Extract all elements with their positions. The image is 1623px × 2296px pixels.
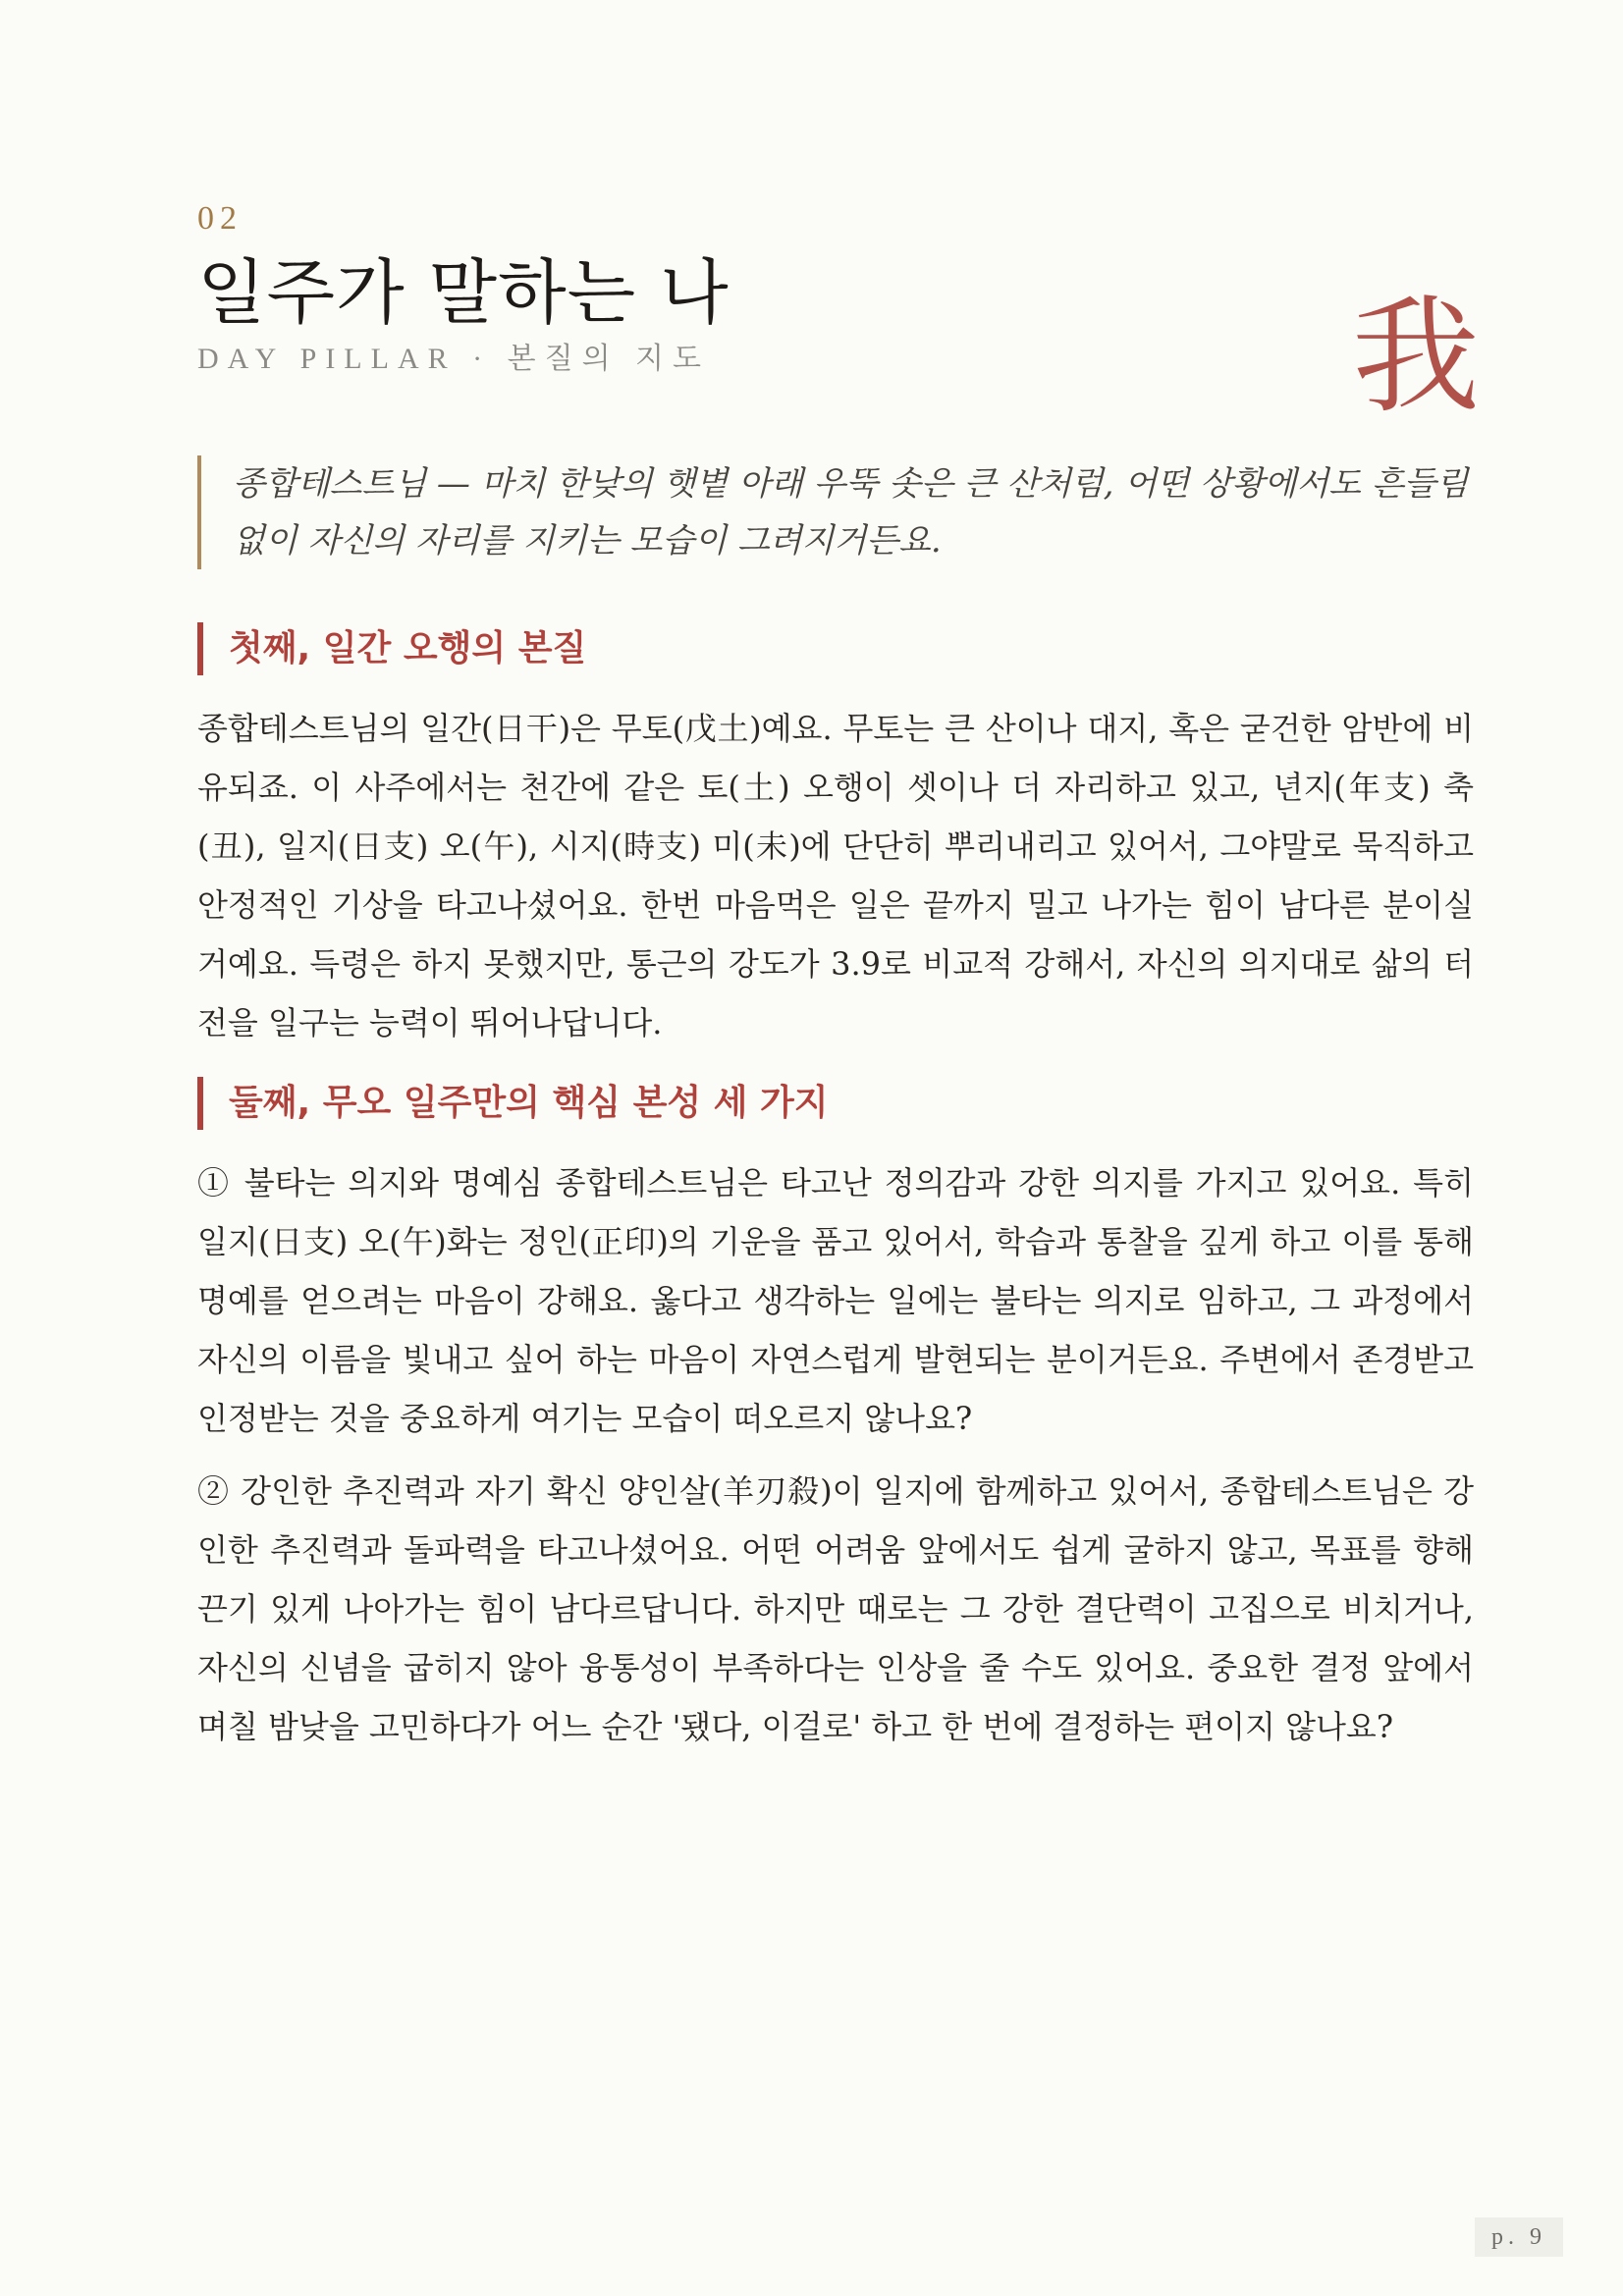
- section-1-paragraph-1: 종합테스트님의 일간(日干)은 무토(戊土)예요. 무토는 큰 산이나 대지, 혹은 굳건한 암반에 비유되죠. 이 사주에서는 천간에 같은 토(土) 오행이 셋이나 더 자리하고 있고, 년지(年支) 축(丑), 일지(日支) 오(午), 시지(時支) 미(未)에 단단히 뿌리내리고 있어서, 그야말로 묵직하고 안정적인 기상을 타고나셨어요. 한번 마음먹은 일은 끝까지 밀고 나가는 힘이 남다른 분이실 거예요. 득령은 하지 못했지만, 통근의 강도가 3.9로 비교적 강해서, 자신의 의지대로 삶의 터전을 일구는 능력이 뛰어나답니다.: [197, 710, 1474, 1041]
- section-2-heading: 둘째, 무오 일주만의 핵심 본성 세 가지: [197, 1077, 1474, 1130]
- section-2-paragraph-2: ② 강인한 추진력과 자기 확신 양인살(羊刃殺)이 일지에 함께하고 있어서, 종합테스트님은 강인한 추진력과 돌파력을 타고나셨어요. 어떤 어려움 앞에서도 쉽게 굴하지 않고, 목표를 향해 끈기 있게 나아가는 힘이 남다르답니다. 하지만 때로는 그 강한 결단력이 고집으로 비치거나, 자신의 신념을 굽히지 않아 융통성이 부족하다는 인상을 줄 수도 있어요. 중요한 결정 앞에서 며칠 밤낮을 고민하다가 어느 순간 '됐다, 이걸로' 하고 한 번에 결정하는 편이지 않나요?: [197, 1472, 1474, 1745]
- chapter-title: 일주가 말하는 나: [197, 251, 730, 334]
- chapter-header: [197, 196, 1474, 379]
- section-1-heading: 첫째, 일간 오행의 본질: [197, 622, 1474, 675]
- page-number: p. 9: [1475, 2217, 1563, 2257]
- chapter-number: 02: [197, 200, 243, 237]
- hanja-emblem: 我: [1352, 282, 1481, 431]
- section-2: [197, 1077, 1474, 1756]
- section-1: [197, 622, 1474, 1052]
- intro-quote: 종합테스트님 — 마치 한낮의 햇볕 아래 우뚝 솟은 큰 산처럼, 어떤 상황에서도 흔들림 없이 자신의 자리를 지키는 모습이 그려지거든요.: [197, 455, 1474, 569]
- chapter-subtitle: DAY PILLAR · 본질의 지도: [197, 343, 711, 375]
- section-2-paragraph-1: ① 불타는 의지와 명예심 종합테스트님은 타고난 정의감과 강한 의지를 가지고 있어요. 특히 일지(日支) 오(午)화는 정인(正印)의 기운을 품고 있어서, 학습과 통찰을 깊게 하고 이를 통해 명예를 얻으려는 마음이 강해요. 옳다고 생각하는 일에는 불타는 의지로 임하고, 그 과정에서 자신의 이름을 빛내고 싶어 하는 마음이 자연스럽게 발현되는 분이거든요. 주변에서 존경받고 인정받는 것을 중요하게 여기는 모습이 떠오르지 않나요?: [197, 1164, 1474, 1437]
